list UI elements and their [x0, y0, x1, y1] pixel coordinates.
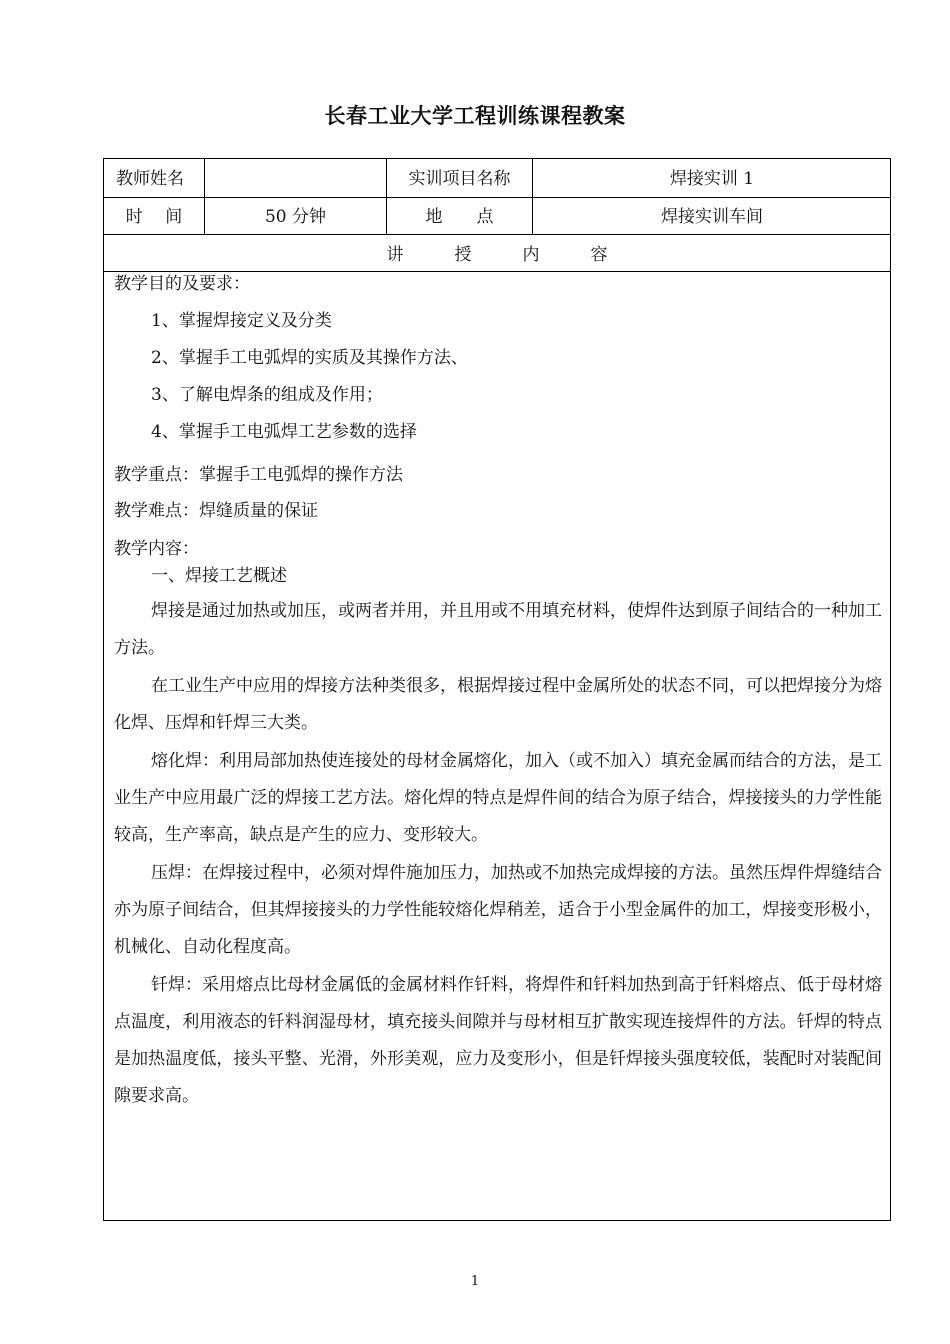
project-name-value: 焊接实训 1 [669, 169, 755, 189]
difficulty: 教学难点：焊缝质量的保证 [114, 501, 318, 521]
time-value: 50 分钟 [264, 207, 327, 227]
teacher-name-label: 教师姓名 [116, 169, 184, 189]
row-divider [104, 234, 890, 235]
row-divider [104, 197, 890, 198]
objective-item: 3、了解电焊条的组成及作用； [151, 385, 383, 405]
lecture-content-heading: 讲 授 内 容 [386, 245, 608, 265]
paragraph: 钎焊：采用熔点比母材金属低的金属材料作钎料，将焊件和钎料加热到高于钎料熔点、低于母材熔点温度，利用液态的钎料润湿母材，填充接头间隙并与母材相互扩散实现连接焊件的方法。钎焊的特点是加热温度低，接头平整、光滑，外形美观，应力及变形小，但是钎焊接头强度较低，装配时对装配间隙要求高。 [114, 975, 882, 1106]
paragraph: 压焊：在焊接过程中，必须对焊件施加压力，加热或不加热完成焊接的方法。虽然压焊件焊缝结合亦为原子间结合，但其焊接接头的力学性能较熔化焊稍差，适合于小型金属件的加工，焊接变形极小，机械化、自动化程度高。 [114, 863, 882, 957]
objectives-heading: 教学目的及要求： [114, 274, 250, 294]
objective-item: 4、掌握手工电弧焊工艺参数的选择 [151, 422, 417, 442]
paragraph: 在工业生产中应用的焊接方法种类很多，根据焊接过程中金属所处的状态不同，可以把焊接分为熔化焊、压焊和钎焊三大类。 [114, 676, 882, 733]
section-title: 一、焊接工艺概述 [151, 566, 287, 586]
content-heading: 教学内容： [114, 539, 199, 559]
objective-item: 2、掌握手工电弧焊的实质及其操作方法、 [151, 348, 468, 368]
document-title: 长春工业大学工程训练课程教案 [324, 104, 626, 128]
project-name-label: 实训项目名称 [408, 169, 511, 189]
place-value: 焊接实训车间 [661, 207, 763, 227]
paragraph: 熔化焊：利用局部加热使连接处的母材金属熔化，加入（或不加入）填充金属而结合的方法，是工业生产中应用最广泛的焊接工艺方法。熔化焊的特点是焊件间的结合为原子结合，焊接接头的力学性能较高，生产率高，缺点是产生的应力、变形较大。 [114, 751, 882, 845]
lesson-plan-table [103, 158, 891, 1221]
page-number: 1 [470, 1274, 480, 1289]
place-label: 地 点 [425, 207, 494, 227]
objective-item: 1、掌握焊接定义及分类 [151, 311, 332, 331]
time-label: 时 间 [125, 207, 183, 227]
paragraph: 焊接是通过加热或加压，或两者并用，并且用或不用填充材料，使焊件达到原子间结合的一种加工方法。 [114, 601, 882, 658]
row-divider [104, 271, 890, 272]
key-point: 教学重点：掌握手工电弧焊的操作方法 [114, 465, 403, 485]
